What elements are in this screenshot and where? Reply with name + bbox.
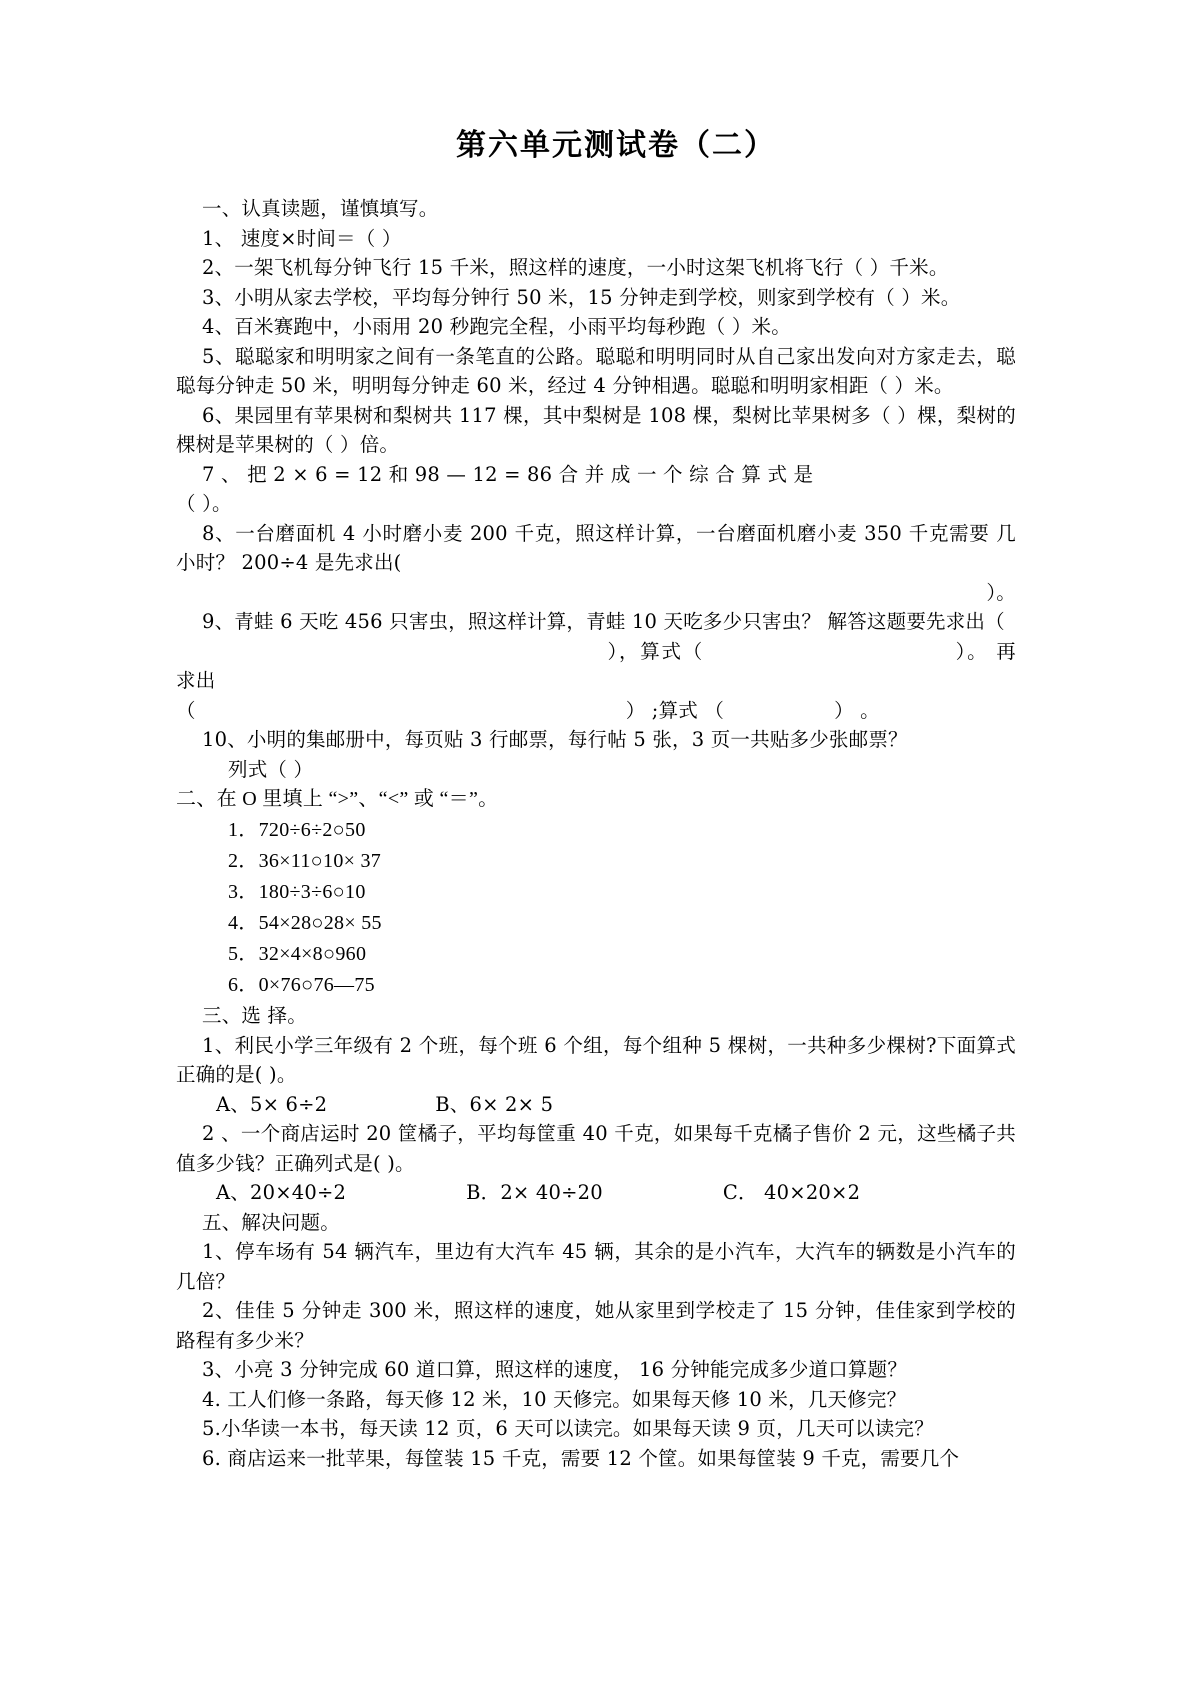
section-heading-one: 一、认真读题，谨慎填写。: [202, 197, 439, 220]
page-title: 第六单元测试卷（二）: [456, 128, 776, 163]
word-problem-2: 2、佳佳 5 分钟走 300 米，照这样的速度，她从家里到学校走了 15 分钟，佳佳家到学校的路程有多少米？: [176, 1299, 1016, 1352]
compare-item-4: 4．54×28○28× 55: [228, 912, 382, 934]
choice-question-1-options: [176, 1090, 1016, 1120]
choice-1-option-b: B、6× 2× 5: [435, 1092, 554, 1116]
compare-item-2: 2．36×11○10× 37: [228, 850, 382, 872]
q9-blank-b: ）。 再求出: [176, 639, 1016, 692]
question-1-4: 4、百米赛跑中，小雨用 20 秒跑完全程，小雨平均每秒跑（ ）米。: [202, 315, 791, 338]
section-heading-two: 二、在 O 里填上 “>”、“<” 或 “＝”。: [176, 788, 499, 810]
question-1-9: 9、青蛙 6 天吃 456 只害虫，照这样计算，青蛙 10 天吃多少只害虫？ 解答这题要先求出（: [202, 610, 1005, 633]
q9-blank-a: ），算式（: [606, 639, 705, 663]
word-problem-3: 3、小亮 3 分钟完成 60 道口算，照这样的速度， 16 分钟能完成多少道口算题？: [202, 1358, 908, 1381]
section-word-problems: [176, 1208, 1016, 1474]
word-problem-5: 5.小华读一本书，每天读 12 页，6 天可以读完。如果每天读 9 页，几天可以读完？: [202, 1417, 934, 1440]
word-problem-4: 4. 工人们修一条路，每天修 12 米，10 天修完。如果每天修 10 米，几天修完？: [202, 1387, 907, 1411]
question-1-6: 6、果园里有苹果树和梨树共 117 棵，其中梨树是 108 棵，梨树比苹果树多（ ）棵，梨树的棵树是苹果树的（ ）倍。: [176, 403, 1016, 456]
question-1-7-answer: （ ）。: [176, 492, 232, 515]
compare-item-6: 6．0×76○76—75: [228, 974, 375, 996]
question-1-10-answer: 列式（ ）: [228, 757, 314, 781]
q9-paren-close: ） 。: [834, 698, 880, 722]
compare-item-1: 1．720÷6÷2○50: [228, 819, 366, 841]
q9-formula-label: ） ;算式 （: [625, 698, 725, 722]
question-1-3: 3、小明从家去学校，平均每分钟行 50 米，15 分钟走到学校，则家到学校有（ ）米。: [202, 285, 961, 309]
choice-question-1: 1、利民小学三年级有 2 个班，每个班 6 个组，每个组种 5 棵树，一共种多少棵树?下面算式正确的是( )。: [176, 1033, 1016, 1086]
choice-question-2-options: [176, 1178, 1016, 1208]
question-1-1: 1、 速度×时间＝（ ）: [202, 226, 402, 250]
question-1-8: 8、一台磨面机 4 小时磨小麦 200 千克，照这样计算，一台磨面机磨小麦 350 千克需要 几小时？ 200÷4 是先求出(: [176, 521, 1016, 574]
word-problem-1: 1、停车场有 54 辆汽车，里边有大汽车 45 辆，其余的是小汽车，大汽车的辆数是小汽车的几倍？: [176, 1240, 1016, 1293]
question-1-8-answer: ）。: [986, 580, 1016, 604]
compare-item-5: 5．32×4×8○960: [228, 943, 367, 965]
choice-2-option-b: B．2× 40÷20: [466, 1181, 603, 1204]
question-1-2: 2、一架飞机每分钟飞行 15 千米，照这样的速度，一小时这架飞机将飞行（ ）千米。: [202, 256, 949, 279]
section-fill-in-blanks: [176, 194, 1016, 784]
question-1-7: 7 、 把 2 × 6 = 12 和 98 — 12 = 86 合 并 成 一 个 综 合 算 式 是: [202, 462, 814, 486]
section-heading-five: 五、解决问题。: [202, 1210, 340, 1234]
choice-2-option-a: A、20×40÷2: [216, 1181, 347, 1204]
section-multiple-choice: [176, 1001, 1016, 1208]
compare-item-3: 3．180÷3÷6○10: [228, 881, 366, 903]
word-problem-6: 6. 商店运来一批苹果，每筐装 15 千克，需要 12 个筐。如果每筐装 9 千克，需要几个: [202, 1446, 960, 1470]
choice-question-2: 2 、一个商店运时 20 筐橘子，平均每筐重 40 千克，如果每千克橘子售价 2 元，这些橘子共值多少钱？正确列式是( )。: [176, 1122, 1016, 1175]
worksheet-content: [176, 120, 1016, 1473]
question-1-9-line2: [176, 637, 1016, 696]
section-heading-three: 三、选 择。: [202, 1004, 307, 1027]
question-1-10: 10、小明的集邮册中，每页贴 3 行邮票，每行帖 5 张，3 页一共贴多少张邮票？: [202, 728, 908, 751]
question-1-9-line3: [176, 696, 1016, 726]
q9-paren-open: （: [176, 698, 196, 722]
choice-2-option-c: C． 40×20×2: [722, 1181, 861, 1204]
choice-1-option-a: A、5× 6÷2: [216, 1092, 328, 1116]
section-compare: [176, 784, 1016, 1001]
question-1-5: 5、聪聪家和明明家之间有一条笔直的公路。聪聪和明明同时从自己家出发向对方家走去，聪聪每分钟走 50 米，明明每分钟走 60 米，经过 4 分钟相遇。聪聪和明明家相距（ ）米。: [176, 344, 1016, 397]
